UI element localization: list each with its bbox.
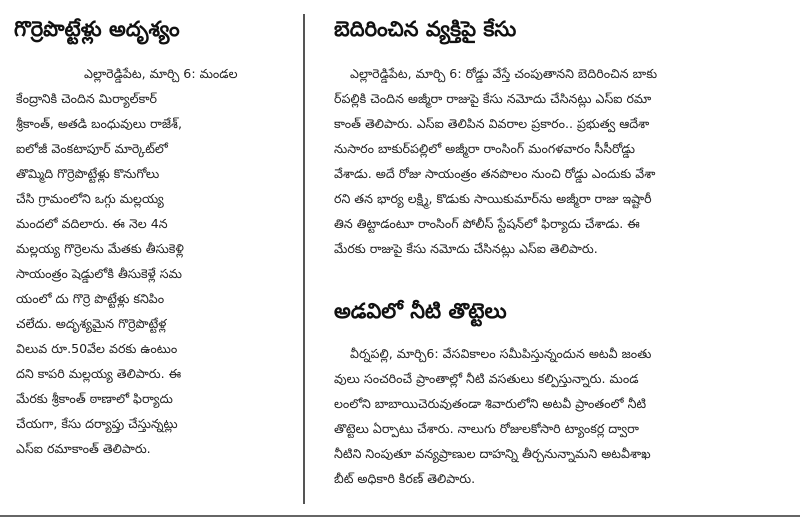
article-line: చేసి గ్రామంలోని ఒగ్గు మల్లయ్య <box>16 191 164 206</box>
article-line: విలువ రూ.50వేల వరకు ఉంటుం <box>16 341 178 356</box>
article-line: కాంత్ తెలిపారు. ఎస్‌ఐ తెలిపిన వివరాల ప్రకారం.. ప్రభుత్వ ఆదేశా <box>334 116 650 131</box>
article-line: కేంద్రానికి చెందిన మిర్యాల్‌కార్ <box>16 91 157 106</box>
right-article-1-headline: బెదిరించిన వ్యక్తిపై కేసు <box>334 17 517 41</box>
article-line: ఎస్‌ఐ రమాకాంత్ తెలిపారు. <box>16 441 151 456</box>
article-line: నుసారం బాకుర్‌పల్లిలో అజ్మీరా రాంసింగ్ మంగళవారం సీసీరోడ్డు <box>334 141 636 156</box>
bottom-rule <box>0 515 800 517</box>
article-line: యంలో దు గొర్రె పొట్టేళ్లు కనిపిం <box>16 291 165 306</box>
article-line: సాయంత్రం షెడ్డులోకి తీసుకెళ్లే సమ <box>16 266 182 281</box>
article-line: దని కాపరి మల్లయ్య తెలిపారు. ఈ <box>16 366 182 381</box>
article-line: తొమ్మిది గొర్రెపొట్టేళ్లు కొనుగోలు <box>16 166 160 181</box>
article-line: తిన తిట్టాడంటూ రాంసింగ్ పోలీస్ స్టేషన్‌లో ఫిర్యాదు చేశాడు. ఈ <box>334 216 640 231</box>
article-line: వులు సంచరించే ప్రాంతాల్లో నీటి వసతులు కల్పిస్తున్నారు. మండ <box>334 371 639 386</box>
article-line: వీర్నపల్లి, మార్చి6: వేసవికాలం సమీపిస్తున్నందున అటవీ జంతు <box>350 346 652 361</box>
article-line: ఎల్లారెడ్డిపేట, మార్చి 6: మండల <box>84 66 238 81</box>
article-line: మేరకు శ్రీకాంత్ ఠాణాలో ఫిర్యాదు <box>16 391 173 406</box>
article-line: లంలోని బాబాయిచెరువుతండా శివారులోని అటవీ ప్రాంతంలో నీటి <box>334 396 647 411</box>
article-line: రని తన భార్య లక్ష్మి, కొడుకు సాయికుమార్‌ను అజ్మీరా రాజు ఇష్టారీ <box>334 191 652 206</box>
article-line: చేయగా, కేసు దర్యాప్తు చేస్తున్నట్లు <box>16 416 178 431</box>
article-line: మేరకు రాజుపై కేసు నమోదు చేసినట్లు ఎస్‌ఐ తెలిపారు. <box>334 241 598 256</box>
left-article-headline: గొర్రెపొట్టేళ్లు అదృశ్యం <box>14 17 180 41</box>
article-line: చలేదు. అదృశ్యమైన గొర్రెపొట్టేళ్ల <box>16 316 167 331</box>
article-line: వేశాడు. అదే రోజు సాయంత్రం తనపొలం నుంచి రోడ్డు ఎందుకు వేశా <box>334 166 656 181</box>
article-line: నీటిని నింపుతూ వన్యప్రాణుల దాహన్ని తీర్చనున్నామని అటవీశాఖ <box>334 446 651 461</box>
article-line: ఐలోజీ వెంకటాపూర్ మార్కెట్‌లో <box>16 141 168 156</box>
article-line: ర్‌పల్లికి చెందిన అజ్మీరా రాజుపై కేసు నమోదు చేసినట్లు ఎస్‌ఐ రమా <box>334 91 652 106</box>
article-line: మల్లయ్య గొర్రెలను మేతకు తీసుకెళ్లి <box>16 241 184 256</box>
article-line: బీట్ అధికారి కిరణ్ తెలిపారు. <box>334 471 476 486</box>
article-line: ఎల్లారెడ్డిపేట, మార్చి 6: రోడ్డు వేస్తే చంపుతానని బెదిరించిన బాకు <box>350 66 658 81</box>
article-line: మందలో వదిలారు. ఈ నెల 4న <box>16 216 168 231</box>
article-line: శ్రీకాంత్, అతడి బంధువులు రాజేశ్, <box>16 116 182 131</box>
article-line: తొట్టెలు ఏర్పాటు చేశారు. నాలుగు రోజులకోసారి ట్యాంకర్ల ద్వారా <box>334 421 639 436</box>
right-article-2-headline: అడవిలో నీటి తొట్టెలు <box>334 299 507 323</box>
column-divider <box>303 14 305 504</box>
